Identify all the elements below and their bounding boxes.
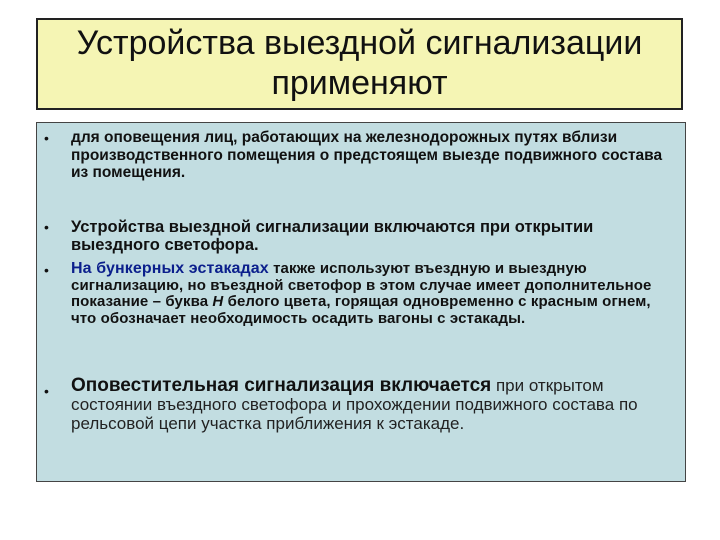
bullet-text-1: для оповещения лиц, работающих на железнодорожных путях вблизи производственного помещения о предстоящем выезде подвижного состава из помещения. [71,129,663,181]
bullet-text-4 [71,376,677,433]
content-box [36,122,686,482]
bullet-icon: • [44,130,49,146]
bullet-icon: • [44,262,49,278]
bullet-body-4: при открытом состоянии въездного светофора и прохождении подвижного состава по рельсовой цепи участка приближения к эстакаде. [71,376,638,433]
slide-title: Устройства выездной сигнализации применяют [76,24,643,102]
bullet-body-3b: белого цвета, горящая одновременно с красным огнем, что обозначает необходимость осадить вагоны с эстакады. [71,293,651,327]
bullet-body-3a: также используют въездную и выездную сигнализацию, но въездной светофор в этом случае имеет дополнительное показание – буква [71,260,652,310]
bullet-text-3 [71,261,677,327]
bullet-lead-4: Оповестительная сигнализация включается [71,375,492,396]
bullet-icon: • [44,383,49,399]
title-box [36,18,683,110]
bullet-italic-3: Н [212,293,224,310]
bullet-lead-3: На бункерных эстакадах [71,260,269,277]
bullet-icon: • [44,219,49,235]
bullet-text-2: Устройства выездной сигнализации включаются при открытии выездного светофора. [71,218,594,254]
